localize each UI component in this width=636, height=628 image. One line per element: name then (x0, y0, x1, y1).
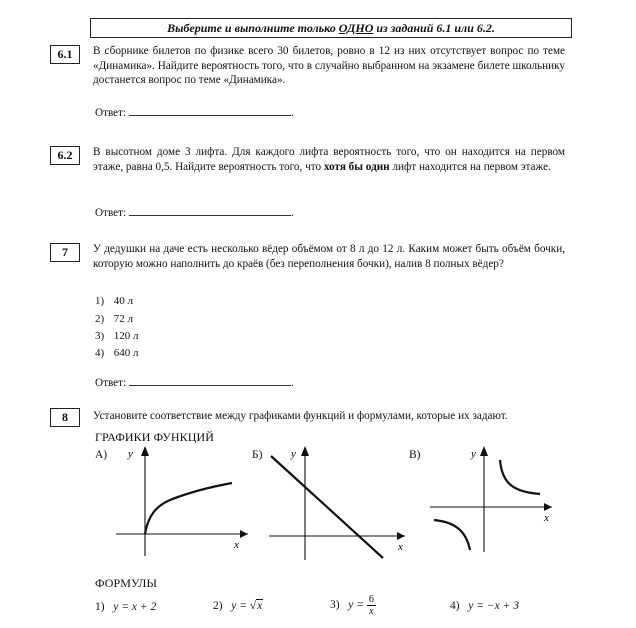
fraction-numerator: 6 (368, 594, 374, 605)
graph-c-branch-left (434, 520, 470, 550)
graph-label-a: А) (95, 449, 108, 461)
graph-b (265, 444, 415, 562)
option-number: 4) (95, 347, 105, 359)
formula-rhs: x + 2 (131, 601, 157, 613)
y-axis-arrow-icon (141, 446, 149, 456)
option-value: 640 л (113, 347, 139, 359)
formula-1[interactable] (95, 601, 156, 613)
task-7-text: У дедушки на даче есть несколько вёдер объёмом от 8 л до 12 л. Каким может быть объём бочки, которую можно наполнить до краёв (без переполнения бочки), налив 8 полных вёдер? (93, 243, 565, 270)
formula-lhs: y = (468, 600, 487, 612)
formula-3[interactable] (330, 594, 376, 617)
task-6-2-answer: Ответ: . (95, 204, 294, 219)
x-axis-label: x (398, 541, 403, 553)
task-6-2-text-bold: хотя бы один (323, 160, 390, 173)
y-axis-arrow-icon (480, 446, 488, 456)
formula-2[interactable] (213, 600, 263, 612)
task-8-text: Установите соответствие между графиками функций и формулами, которые их задают. (93, 410, 508, 422)
formula-fraction (367, 594, 376, 617)
x-axis-label: x (234, 539, 239, 551)
task-number-6-1: 6.1 (50, 45, 80, 64)
sqrt-icon: √ (249, 600, 257, 612)
x-axis-arrow-icon (397, 532, 405, 540)
y-axis-label: y (128, 448, 133, 460)
option-number: 1) (95, 295, 105, 307)
x-axis-arrow-icon (544, 503, 552, 511)
answer-label: Ответ: (95, 107, 127, 119)
formula-number: 4) (450, 600, 460, 612)
formula-lhs: y = (113, 601, 132, 613)
graph-label-c: В) (409, 449, 421, 461)
answer-field[interactable] (129, 204, 291, 216)
formula-number: 2) (213, 600, 223, 612)
graph-c-branch-right (500, 460, 540, 494)
x-axis-label: x (544, 512, 549, 524)
task-6-2-text-post: лифт находится на первом этаже. (389, 160, 551, 173)
y-axis-arrow-icon (301, 446, 309, 456)
option-value: 72 л (113, 313, 133, 325)
task-7-answer: Ответ: . (95, 374, 294, 389)
answer-label: Ответ: (95, 207, 127, 219)
graph-a-curve (145, 483, 232, 534)
option-4[interactable] (95, 347, 139, 359)
option-number: 2) (95, 313, 105, 325)
answer-label: Ответ: (95, 377, 127, 389)
formulas-title: ФОРМУЛЫ (95, 576, 158, 590)
option-number: 3) (95, 330, 105, 342)
y-axis-label: y (291, 448, 296, 460)
task-number-6-2: 6.2 (50, 146, 80, 165)
task-number-8: 8 (50, 408, 80, 427)
answer-field[interactable] (129, 104, 291, 116)
banner-text-underlined: ОДНО (338, 21, 374, 35)
graph-a (110, 444, 263, 556)
option-1[interactable] (95, 295, 133, 307)
graph-label-b: Б) (252, 449, 263, 461)
instruction-banner (90, 18, 572, 38)
formula-rhs: −x + 3 (486, 600, 519, 612)
y-axis-label: y (471, 448, 476, 460)
option-value: 40 л (113, 295, 133, 307)
task-number-7: 7 (50, 243, 80, 262)
formula-number: 3) (330, 599, 340, 612)
fraction-denominator: x (369, 606, 374, 617)
formula-lhs: y = (231, 600, 250, 612)
option-2[interactable] (95, 313, 133, 325)
formula-radicand: x (257, 600, 263, 612)
formula-lhs: y = (348, 599, 367, 612)
banner-text-pre: Выберите и выполните только (167, 21, 339, 35)
task-6-1-text: В сборнике билетов по физике всего 30 билетов, ровно в 12 из них отсутствует вопрос по теме «Динамика». Найдите вероятность того, что в случайно выбранном на экзамене билете школьнику достанется вопрос по теме «Динамика». (93, 45, 565, 86)
graph-b-line (271, 456, 383, 558)
task-6-1-answer: Ответ: . (95, 104, 294, 119)
option-3[interactable] (95, 330, 139, 342)
formula-number: 1) (95, 601, 105, 613)
formula-4[interactable] (450, 600, 519, 612)
answer-field[interactable] (129, 374, 291, 386)
banner-text-post: из заданий 6.1 или 6.2. (373, 21, 495, 35)
graph-c (428, 444, 558, 556)
task-6-2-text (93, 145, 565, 174)
graphs-title: ГРАФИКИ ФУНКЦИЙ (95, 430, 215, 444)
option-value: 120 л (113, 330, 139, 342)
task-6-2-text-pre: В высотном доме 3 лифта. Для каждого лифта вероятность того, что он находится на первом этаже, равна 0,5. Найдите вероятность того, что (93, 146, 565, 173)
x-axis-arrow-icon (240, 530, 248, 538)
